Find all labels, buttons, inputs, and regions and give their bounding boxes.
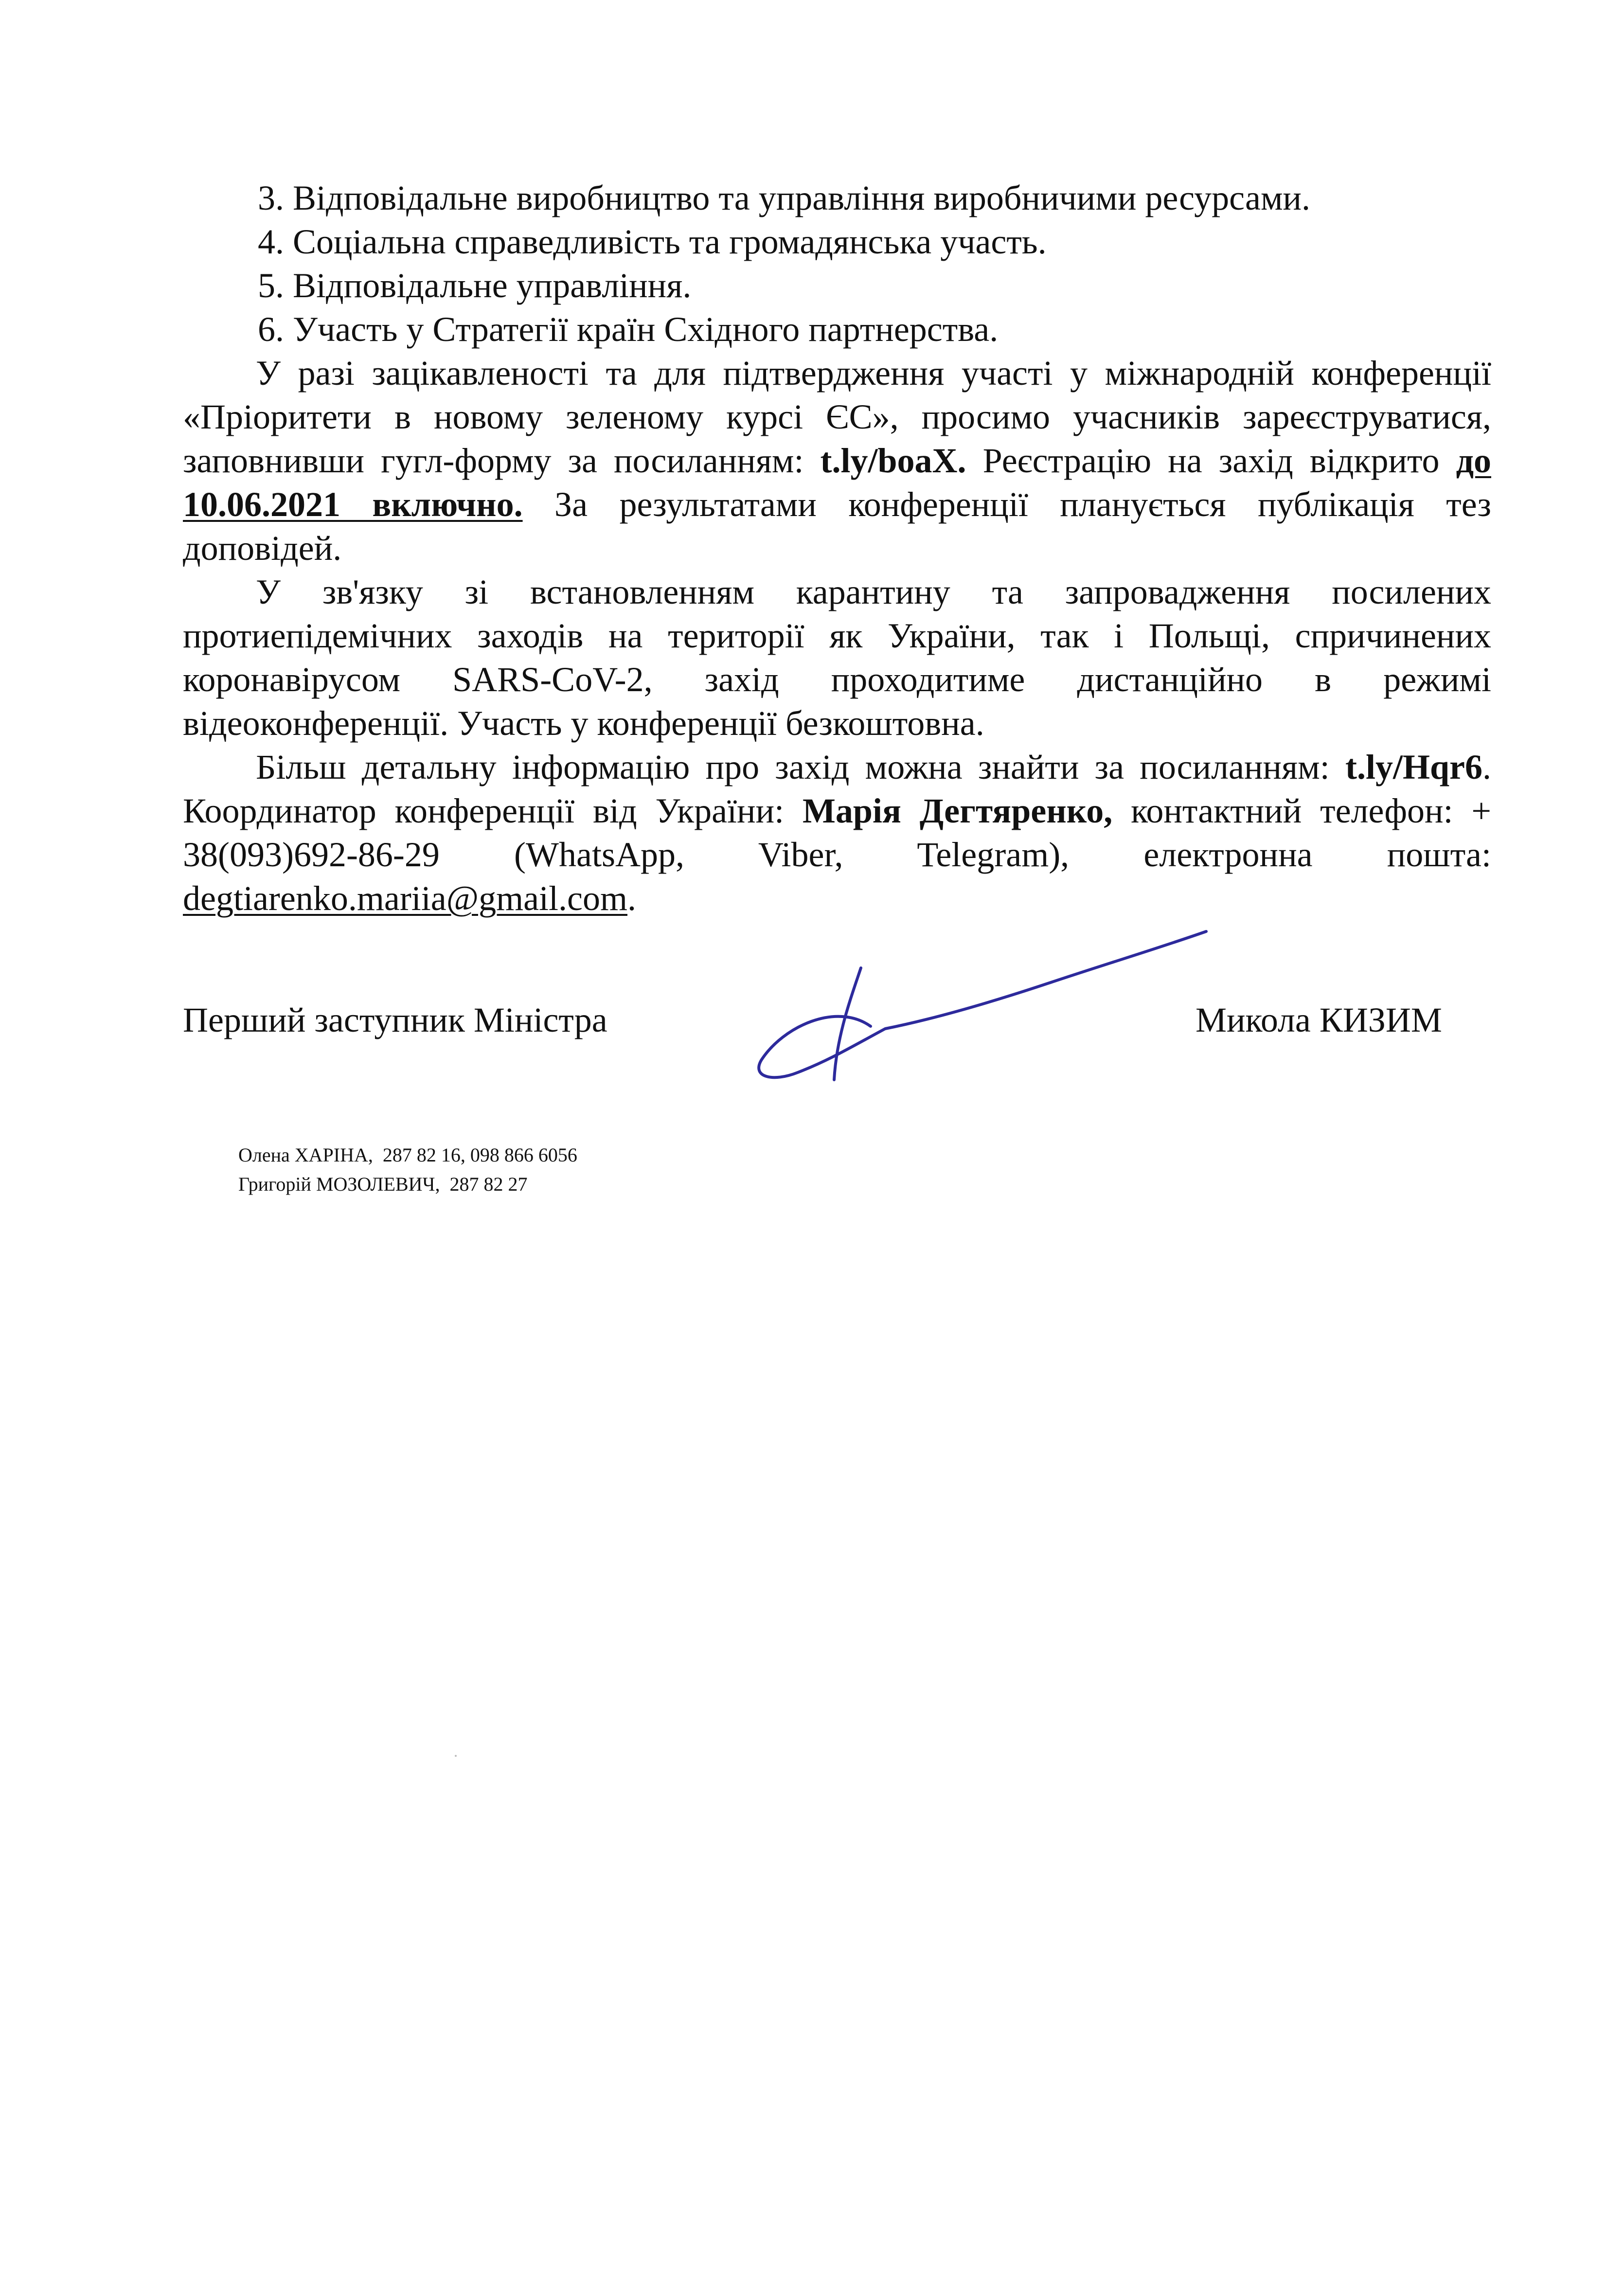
registration-text-1: У разі зацікавленості та для підтвердження участі у міжнародній конференції «Пріоритети в новому зеленому курсі ЄС», просимо учасників зареєструватися, заповнивши гугл-форму за посиланням: xyxy=(183,354,1491,480)
list-item: 6. Участь у Стратегії країн Східного партнерства. xyxy=(258,310,999,349)
signatory-name: Микола КИЗИМ xyxy=(1196,1001,1442,1039)
contact-line: Олена ХАРІНА, 287 82 16, 098 866 6056 xyxy=(238,1144,577,1166)
coordinator-name: Марія Дегтяренко, xyxy=(802,791,1113,830)
handwritten-signature xyxy=(739,914,1226,1085)
info-link[interactable]: t.ly/Hqr6 xyxy=(1345,748,1482,786)
scan-speck xyxy=(455,1755,457,1757)
info-paragraph xyxy=(183,745,1491,920)
registration-text-3: За результатами конференції планується публікація тез доповідей. xyxy=(183,485,1491,568)
registration-text-2: Реєстрацію на захід відкрито xyxy=(966,441,1456,480)
signatory-position: Перший заступник Міністра xyxy=(183,1001,607,1039)
list-item: 5. Відповідальне управління. xyxy=(258,266,692,305)
registration-deadline: до 10.06.2021 включно. xyxy=(183,441,1491,524)
contacts-footer xyxy=(238,1141,577,1199)
registration-form-link[interactable]: t.ly/boaX. xyxy=(820,441,966,480)
info-text-4: . xyxy=(627,879,636,918)
quarantine-paragraph: У зв'язку зі встановленням карантину та запровадження посилених протиепідемічних заходів на території як України, так і Польщі, спричинених коронавірусом SARS-CoV-2, захід проходитиме дистанційно в режимі відеоконференції. Участь у конференції безкоштовна. xyxy=(183,572,1491,743)
contact-line: Григорій МОЗОЛЕВИЧ, 287 82 27 xyxy=(238,1173,528,1195)
list-item: 3. Відповідальне виробництво та управління виробничими ресурсами. xyxy=(258,179,1311,217)
list-item: 4. Соціальна справедливість та громадянська участь. xyxy=(258,222,1047,261)
registration-paragraph xyxy=(183,351,1491,570)
coordinator-email-link[interactable]: degtiarenko.mariia@gmail.com xyxy=(183,879,627,918)
info-text-3: контактний телефон: + 38(093)692-86-29 (WhatsApp, Viber, Telegram), електронна пошта: xyxy=(183,791,1491,874)
info-text-2: . Координатор конференції від України: xyxy=(183,748,1491,830)
info-text-1: Більш детальну інформацію про захід можна знайти за посиланням: xyxy=(256,748,1345,786)
